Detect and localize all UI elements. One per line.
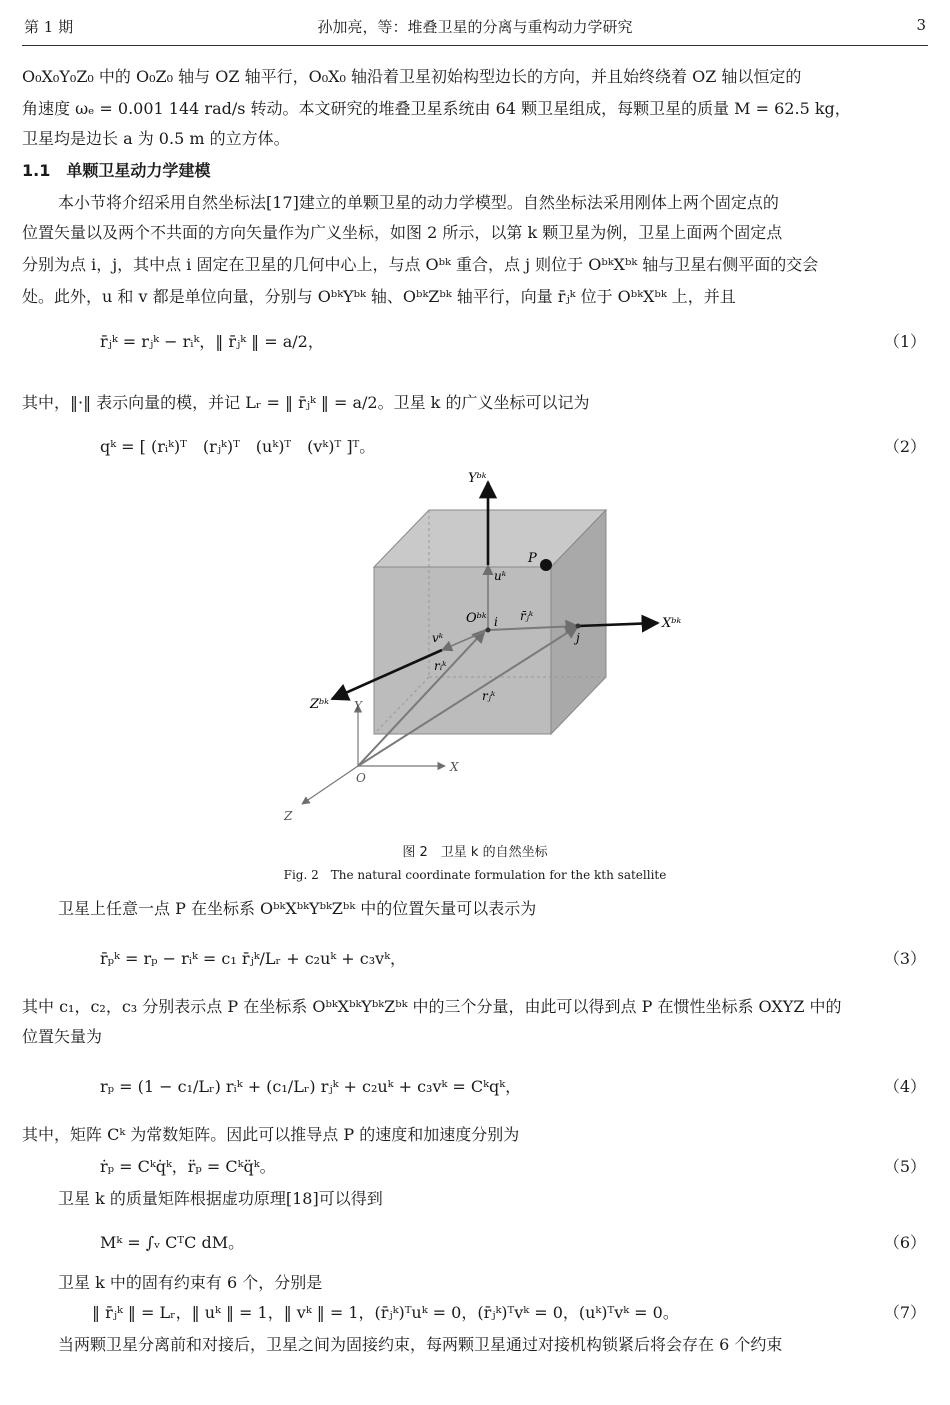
paragraph-line: 卫星上任意一点 P 在坐标系 OᵇᵏXᵇᵏYᵇᵏZᵇᵏ 中的位置矢量可以表示为 [58,899,537,918]
label-p: P [528,551,537,566]
label-y: Y [354,699,362,713]
paragraph-line: 分别为点 i，j，其中点 i 固定在卫星的几何中心上，与点 Oᵇᵏ 重合，点 j 则位于 OᵇᵏXᵇᵏ 轴与卫星右侧平面的交会 [22,255,819,274]
point-p [540,559,552,571]
label-x: X [450,760,459,774]
label-o: O [356,771,366,785]
equation-number: （6） [883,1233,926,1252]
equation-number: （2） [883,437,926,456]
page-number: 3 [916,16,926,34]
equation-number: （7） [883,1303,926,1322]
running-title: 孙加亮，等：堆叠卫星的分离与重构动力学研究 [317,18,633,36]
equation-number: （4） [883,1077,926,1096]
inertial-z-axis [302,766,358,804]
equation-4: rₚ = (1 − c₁/Lᵣ) rᵢᵏ + (c₁/Lᵣ) rⱼᵏ + c₂uᵏ + c₃vᵏ = Cᵏqᵏ， [100,1077,522,1096]
paragraph-line: 卫星 k 的质量矩阵根据虚功原理[18]可以得到 [58,1189,383,1208]
label-z: Z [284,809,293,823]
header-rule [22,45,928,46]
equation-1: r̄ⱼᵏ = rⱼᵏ − rᵢᵏ，‖ r̄ⱼᵏ ‖ = a/2， [100,332,324,351]
label-rj: rⱼᵏ [482,689,496,703]
equation-2: qᵏ = [ (rᵢᵏ)ᵀ (rⱼᵏ)ᵀ (uᵏ)ᵀ (vᵏ)ᵀ ]ᵀ。 [100,437,376,456]
paragraph-line: 卫星 k 中的固有约束有 6 个，分别是 [58,1273,323,1292]
paragraph-line: 角速度 ωₑ = 0.001 144 rad/s 转动。本文研究的堆叠卫星系统由 64 颗卫星组成，每颗卫星的质量 M = 62.5 kg， [22,99,851,118]
point-j [576,624,581,629]
label-u: uᵏ [494,569,507,583]
paragraph-line: 本小节将介绍采用自然坐标法[17]建立的单颗卫星的动力学模型。自然坐标法采用刚体上两个固定点的 [58,193,779,212]
label-j: j [576,631,580,645]
paragraph-line: 当两颗卫星分离前和对接后，卫星之间为固接约束，每两颗卫星通过对接机构锁紧后将会存在 6 个约束 [58,1335,783,1354]
label-yb: Yᵇᵏ [468,471,487,486]
equation-6: Mᵏ = ∫ᵥ CᵀC dM。 [100,1233,245,1252]
paragraph-line: 位置矢量为 [22,1027,103,1046]
paragraph-line: 位置矢量以及两个不共面的方向矢量作为广义坐标，如图 2 所示，以第 k 颗卫星为例，卫星上面两个固定点 [22,223,783,242]
cube-front-face [374,567,551,734]
figure-2-cube-diagram [270,460,710,830]
issue-number: 第 1 期 [24,18,74,36]
paragraph-line: 其中，‖·‖ 表示向量的模，并记 Lᵣ = ‖ r̄ⱼᵏ ‖ = a/2。卫星 k 的广义坐标可以记为 [22,393,590,412]
equation-number: （5） [883,1157,926,1176]
label-zb: Zᵇᵏ [310,697,329,712]
equation-number: （1） [883,332,926,351]
label-ri: rᵢᵏ [434,659,447,673]
equation-3: r̄ₚᵏ = rₚ − rᵢᵏ = c₁ r̄ⱼᵏ/Lᵣ + c₂uᵏ + c₃vᵏ， [100,949,407,968]
section-heading: 1.1 单颗卫星动力学建模 [22,161,211,180]
figure-caption-cn: 图 2 卫星 k 的自然坐标 [402,845,548,860]
paragraph-line: 处。此外，u 和 v 都是单位向量，分别与 OᵇᵏYᵇᵏ 轴、OᵇᵏZᵇᵏ 轴平行，向量 r̄ⱼᵏ 位于 OᵇᵏXᵇᵏ 上，并且 [22,287,736,306]
point-i [486,628,491,633]
paragraph-line: O₀X₀Y₀Z₀ 中的 O₀Z₀ 轴与 OZ 轴平行，O₀X₀ 轴沿着卫星初始构型边长的方向，并且始终绕着 OZ 轴以恒定的 [22,67,802,86]
paragraph-line: 其中 c₁，c₂，c₃ 分别表示点 P 在坐标系 OᵇᵏXᵇᵏYᵇᵏZᵇᵏ 中的三个分量，由此可以得到点 P 在惯性坐标系 OXYZ 中的 [22,997,842,1016]
equation-number: （3） [883,949,926,968]
figure-caption-en: Fig. 2 The natural coordinate formulation for the kth satellite [283,868,667,882]
equation-7: ‖ r̄ⱼᵏ ‖ = Lᵣ，‖ uᵏ ‖ = 1，‖ vᵏ ‖ = 1，(r̄ⱼᵏ)ᵀuᵏ = 0，(r̄ⱼᵏ)ᵀvᵏ = 0，(uᵏ)ᵀvᵏ = 0。 [92,1303,679,1322]
equation-5: ṙₚ = Cᵏq̇ᵏ，r̈ₚ = Cᵏq̈ᵏ。 [100,1157,276,1176]
running-header [24,16,926,42]
label-i: i [494,615,498,629]
label-xb: Xᵇᵏ [662,616,682,631]
label-rbar: r̄ⱼᵏ [520,609,534,623]
label-ob: Oᵇᵏ [466,611,487,626]
paragraph-line: 卫星均是边长 a 为 0.5 m 的立方体。 [22,129,290,148]
label-v: vᵏ [432,631,444,645]
paragraph-line: 其中，矩阵 Cᵏ 为常数矩阵。因此可以推导点 P 的速度和加速度分别为 [22,1125,520,1144]
